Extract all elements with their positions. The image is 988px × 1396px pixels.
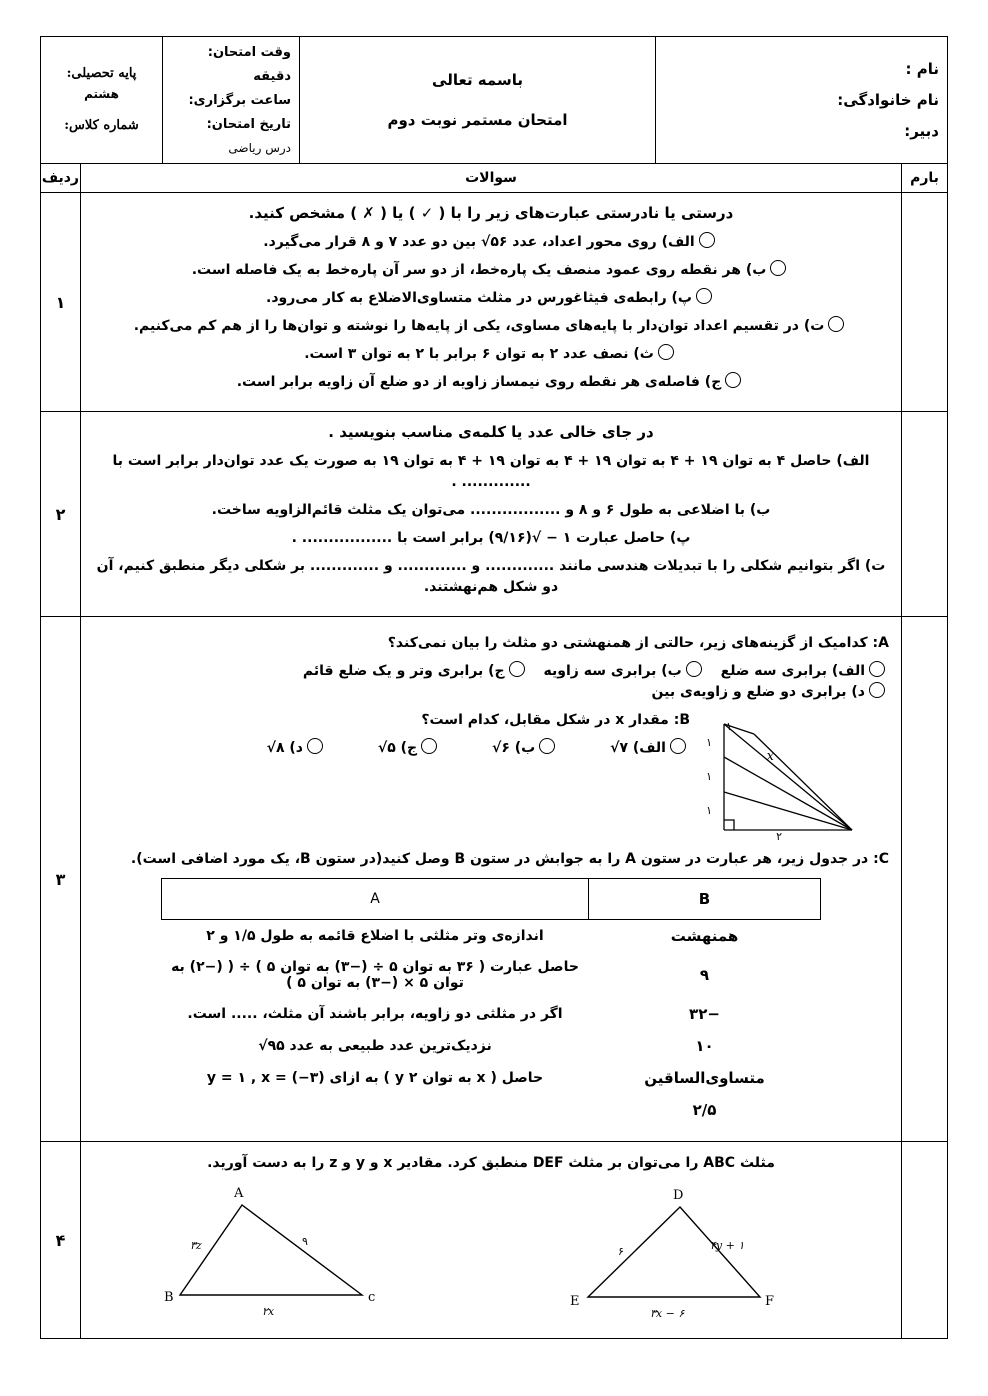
answer-circle[interactable]	[658, 344, 674, 360]
fig-label-3: ۱	[706, 770, 712, 784]
q1-item-5-text: ج) فاصله‌ی هر نقطه روی نیمساز زاویه از دو ضلع آن زاویه برابر است.	[236, 374, 722, 391]
q1-item-4	[93, 344, 889, 365]
q4-stem: مثلث ABC را می‌توان بر مثلث DEF منطبق کرد. مقادیر x و y و z را به دست آورید.	[207, 1155, 775, 1172]
q3a-option-3[interactable]: د) برابری دو ضلع و زاویه‌ی بین	[652, 682, 890, 703]
answer-circle[interactable]	[828, 316, 844, 332]
q1-item-0-text: الف) روی محور اعداد، عدد ۵۶√ بین دو عدد ۷ و ۸ قرار می‌گیرد.	[263, 234, 695, 251]
match-row	[162, 920, 821, 953]
exam-time-label: وقت امتحان: دقیقه	[207, 45, 291, 85]
side-label-3z: ۳z	[190, 1239, 202, 1253]
match-b-2[interactable]: −۳۲	[689, 1005, 720, 1024]
q3-figure	[702, 712, 887, 842]
match-row	[162, 952, 821, 998]
questions-table	[40, 163, 948, 1339]
table-header-row	[41, 164, 948, 193]
match-b-0[interactable]: همنهشت	[670, 927, 739, 946]
option-circle[interactable]	[869, 661, 885, 677]
q3a-option-1[interactable]: ب) برابری سه زاویه	[544, 661, 706, 682]
exam-meta-cell	[163, 37, 300, 164]
match-a-4[interactable]: حاصل ( x به توان ۲ y ) به ازای y = ۱ , x = (−۳)	[206, 1070, 544, 1087]
q1-item-5	[93, 372, 889, 393]
q2-item-2: پ) حاصل عبارت ۱ − √(۹/۱۶) برابر است با ................. .	[291, 530, 691, 547]
q3a-option-0[interactable]: الف) برابری سه ضلع	[721, 661, 889, 682]
side-label-6: ۶	[618, 1245, 624, 1259]
question-row-2	[41, 412, 948, 617]
q2-number: ۲	[41, 412, 81, 617]
grade-label: پایه تحصیلی:	[66, 65, 137, 81]
class-number-label: شماره کلاس:	[64, 117, 139, 133]
match-b-5[interactable]: ۲/۵	[692, 1101, 717, 1120]
triangle-abc	[162, 1177, 422, 1327]
triangle-def	[560, 1177, 820, 1327]
fig-label-4: ۱	[706, 804, 712, 818]
col-questions: سوالات	[81, 164, 902, 193]
q1-item-2	[93, 288, 889, 309]
exam-date-label: تاریخ امتحان:	[206, 117, 291, 133]
match-row	[162, 1094, 821, 1126]
q2-title: در جای خالی عدد یا کلمه‌ی مناسب بنویسید .	[328, 423, 654, 442]
teacher-label: دبیر:	[904, 121, 939, 140]
exam-header	[40, 36, 948, 164]
fig-label-x: x	[766, 749, 774, 765]
exam-center-cell	[300, 37, 656, 164]
student-name-label: نام :	[905, 60, 939, 79]
q2-item-1: ب) با اضلاعی به طول ۶ و ۸ و ................. می‌توان یک مثلث قائم‌الزاویه ساخت.	[211, 502, 771, 519]
q1-item-3-text: ت) در تقسیم اعداد توان‌دار با پایه‌های مساوی، یکی از پایه‌ها را نوشته و توان‌ها را از هم کم می‌کنیم.	[133, 318, 825, 335]
q4-number: ۴	[41, 1142, 81, 1339]
q1-number: ۱	[41, 193, 81, 412]
answer-circle[interactable]	[770, 260, 786, 276]
fig-label-1: ۱	[726, 720, 732, 734]
vertex-D: D	[673, 1188, 684, 1204]
option-circle[interactable]	[539, 738, 555, 754]
question-row-3	[41, 617, 948, 1142]
side-label-4y1: ۴y + ۱	[710, 1239, 745, 1253]
option-circle[interactable]	[509, 661, 525, 677]
exam-title: امتحان مستمر نوبت دوم	[387, 111, 568, 130]
q3a-option-2[interactable]: ج) برابری وتر و یک ضلع قائم	[303, 661, 529, 682]
answer-circle[interactable]	[725, 372, 741, 388]
match-a-3[interactable]: نزدیک‌ترین عدد طبیعی به عدد ۹۵√	[258, 1038, 492, 1055]
q3-partA-options	[93, 661, 889, 703]
match-row	[162, 1030, 821, 1062]
option-circle[interactable]	[686, 661, 702, 677]
match-b-4[interactable]: متساوی‌الساقین	[644, 1069, 765, 1088]
answer-circle[interactable]	[699, 232, 715, 248]
q2-barom	[902, 412, 948, 617]
q3b-option-0[interactable]: الف) ۷√	[610, 738, 690, 759]
q3-body	[81, 617, 902, 1142]
exam-session-label: ساعت برگزاری:	[188, 93, 291, 109]
q2-item-3: ت) اگر بتوانیم شکلی را با تبدیلات هندسی مانند ............. و ............. و ............. بر شکلی دیگر منطبق کنیم، آن دو شکل هم‌نهشتند.	[96, 558, 886, 596]
answer-circle[interactable]	[696, 288, 712, 304]
col-barom: بارم	[902, 164, 948, 193]
grade-value: هشتم	[84, 86, 119, 101]
vertex-B: B	[164, 1290, 174, 1306]
q4-barom	[902, 1142, 948, 1339]
q1-barom	[902, 193, 948, 412]
match-row	[162, 998, 821, 1030]
option-circle[interactable]	[307, 738, 323, 754]
class-info-cell	[41, 37, 163, 164]
side-label-3x6: ۳x − ۶	[650, 1307, 685, 1321]
q1-item-4-text: ث) نصف عدد ۲ به توان ۶ برابر با ۲ به توان ۳ است.	[304, 346, 654, 363]
question-row-1	[41, 193, 948, 412]
q3-partB-stem: B: مقدار x در شکل مقابل، کدام است؟	[421, 712, 690, 729]
q1-title: درستی یا نادرستی عبارت‌های زیر را با ( ✓ ) یا ( ✗ ) مشخص کنید.	[248, 204, 734, 223]
q3b-option-1[interactable]: ب) ۶√	[492, 738, 559, 759]
option-circle[interactable]	[869, 682, 885, 698]
match-row	[162, 1062, 821, 1094]
vertex-A: A	[234, 1186, 244, 1202]
student-family-label: نام خانوادگی:	[837, 90, 939, 109]
q1-item-1	[93, 260, 889, 281]
match-a-1[interactable]: حاصل عبارت ( ۳۶ به توان ۵ ÷ (−۳) به توان ۵ ) ÷ ( (−۲) به توان ۵ × (−۳) به توان ۵ )	[171, 959, 579, 992]
q3b-option-2[interactable]: ج) ۵√	[378, 738, 441, 759]
student-info-cell	[656, 37, 948, 164]
q4-figures	[93, 1177, 889, 1327]
q3b-option-3[interactable]: د) ۸√	[267, 738, 327, 759]
match-table	[161, 878, 821, 1126]
match-b-1[interactable]: ۹	[699, 966, 710, 985]
vertex-E: E	[570, 1294, 580, 1310]
q3-partA-stem: A: کدامیک از گزینه‌های زیر، حالتی از همنهشتی دو مثلث را بیان نمی‌کند؟	[387, 635, 889, 652]
option-circle[interactable]	[670, 738, 686, 754]
match-a-2[interactable]: اگر در مثلثی دو زاویه، برابر باشند آن مثلث، ..... است.	[187, 1006, 563, 1023]
q4-body	[81, 1142, 902, 1339]
match-b-3[interactable]: ۱۰	[695, 1037, 714, 1056]
vertex-C: c	[368, 1290, 376, 1306]
match-col-a: A	[162, 879, 589, 920]
col-radif: ردیف	[41, 164, 81, 193]
fig-label-5: ۲	[776, 830, 782, 843]
q1-item-1-text: ب) هر نقطه روی عمود منصف یک پاره‌خط، از دو سر آن پاره‌خط به یک فاصله است.	[191, 262, 767, 279]
match-header-row	[162, 879, 821, 920]
match-a-0[interactable]: اندازه‌ی وتر مثلثی با اضلاع قائمه به طول ۱/۵ و ۲	[206, 928, 544, 945]
q3-barom	[902, 617, 948, 1142]
match-a-5	[162, 1094, 589, 1126]
side-label-9: ۹	[302, 1235, 308, 1249]
q1-item-0	[93, 232, 889, 253]
q2-item-0: الف) حاصل ۴ به توان ۱۹ + ۴ به توان ۱۹ + ۴ به توان ۱۹ + ۴ به توان ۱۹ به صورت یک عدد توان‌دار برابر است با ............. .	[112, 453, 870, 491]
q1-body	[81, 193, 902, 412]
exam-subject: درس ریاضی	[228, 141, 291, 156]
option-circle[interactable]	[421, 738, 437, 754]
q2-body	[81, 412, 902, 617]
besmeh-text: باسمه تعالی	[432, 71, 523, 90]
q3-partC-stem: C: در جدول زیر، هر عبارت در ستون A را به جوابش در ستون B وصل کنید(در ستون B، یک مورد اضافی است).	[130, 851, 889, 868]
q1-item-3	[93, 316, 889, 337]
match-col-b: B	[589, 879, 821, 920]
fig-label-2: ۱	[706, 736, 712, 750]
question-row-4	[41, 1142, 948, 1339]
side-label-2x: ۲x	[262, 1305, 275, 1319]
vertex-F: F	[765, 1294, 775, 1310]
q3-number: ۳	[41, 617, 81, 1142]
q1-item-2-text: پ) رابطه‌ی فیثاغورس در مثلث متساوی‌الاضلاع به کار می‌رود.	[266, 290, 692, 307]
